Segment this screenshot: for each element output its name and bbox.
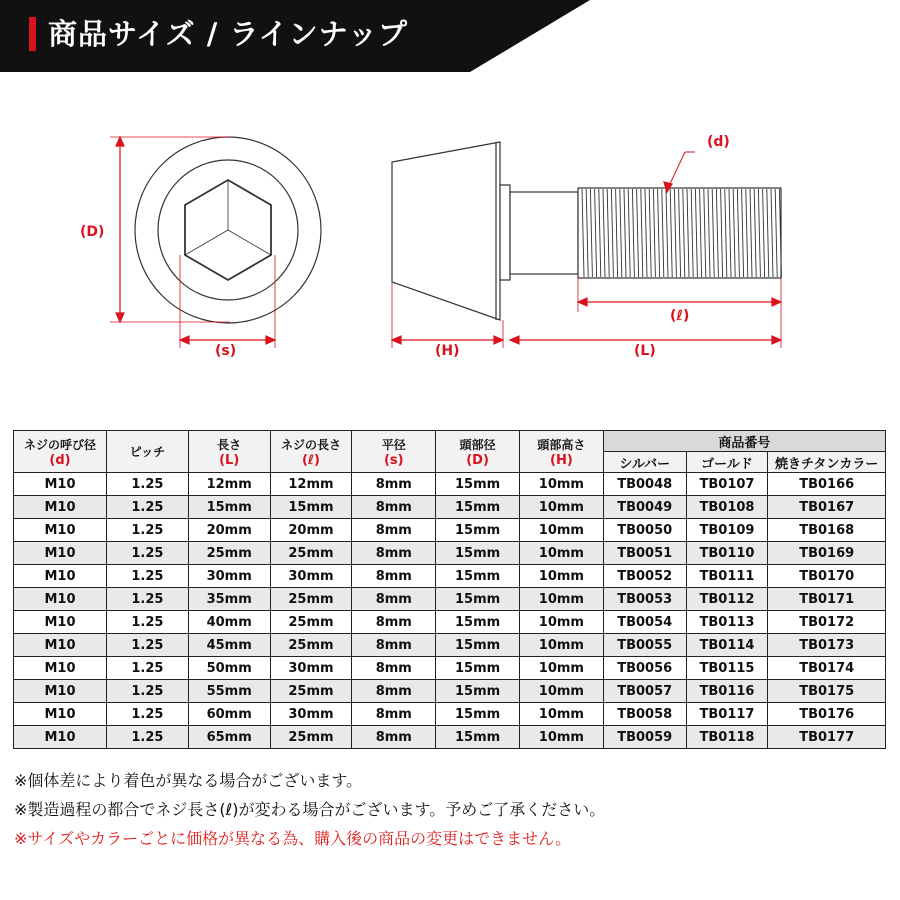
- table-cell: TB0054: [603, 611, 686, 634]
- table-cell: 1.25: [107, 496, 189, 519]
- column-header-thread-length: ネジの長さ (ℓ): [270, 431, 352, 473]
- table-cell: 25mm: [270, 634, 352, 657]
- table-cell: TB0058: [603, 703, 686, 726]
- column-header-product-number: 商品番号: [603, 431, 885, 452]
- table-cell: TB0053: [603, 588, 686, 611]
- table-cell: TB0056: [603, 657, 686, 680]
- table-cell: TB0118: [686, 726, 768, 749]
- table-cell: TB0108: [686, 496, 768, 519]
- table-cell: 1.25: [107, 588, 189, 611]
- table-cell: 1.25: [107, 611, 189, 634]
- table-cell: TB0050: [603, 519, 686, 542]
- dimension-label-l: (ℓ): [670, 308, 690, 324]
- table-cell: 8mm: [352, 611, 436, 634]
- table-cell: 1.25: [107, 519, 189, 542]
- notes: [14, 766, 894, 853]
- table-cell: 15mm: [436, 611, 520, 634]
- table-cell: 25mm: [188, 542, 270, 565]
- spec-table: [13, 430, 886, 749]
- table-cell: 30mm: [270, 565, 352, 588]
- table-cell: 35mm: [188, 588, 270, 611]
- table-cell: M10: [14, 703, 107, 726]
- table-cell: 15mm: [270, 496, 352, 519]
- table-cell: 60mm: [188, 703, 270, 726]
- note-no-exchange: ※サイズやカラーごとに価格が異なる為、購入後の商品の変更はできません。: [14, 829, 572, 848]
- table-row: [14, 588, 886, 611]
- table-cell: TB0052: [603, 565, 686, 588]
- table-cell: TB0112: [686, 588, 768, 611]
- column-header-length: 長さ (L): [188, 431, 270, 473]
- table-cell: TB0167: [768, 496, 886, 519]
- table-cell: 30mm: [270, 657, 352, 680]
- table-cell: 50mm: [188, 657, 270, 680]
- table-cell: 12mm: [188, 473, 270, 496]
- table-cell: 10mm: [519, 726, 603, 749]
- spec-table-body: [14, 473, 886, 749]
- dimension-label-s: (s): [215, 343, 237, 359]
- table-cell: TB0166: [768, 473, 886, 496]
- table-cell: 15mm: [188, 496, 270, 519]
- table-cell: 15mm: [436, 519, 520, 542]
- table-cell: 8mm: [352, 473, 436, 496]
- table-cell: 15mm: [436, 496, 520, 519]
- table-cell: M10: [14, 726, 107, 749]
- table-cell: 15mm: [436, 634, 520, 657]
- table-row: [14, 703, 886, 726]
- table-cell: TB0117: [686, 703, 768, 726]
- table-cell: 8mm: [352, 588, 436, 611]
- table-cell: 30mm: [188, 565, 270, 588]
- table-cell: TB0173: [768, 634, 886, 657]
- table-cell: 20mm: [270, 519, 352, 542]
- table-cell: TB0051: [603, 542, 686, 565]
- table-cell: 30mm: [270, 703, 352, 726]
- table-cell: M10: [14, 519, 107, 542]
- table-cell: 25mm: [270, 588, 352, 611]
- table-cell: M10: [14, 565, 107, 588]
- table-cell: 10mm: [519, 473, 603, 496]
- table-cell: M10: [14, 588, 107, 611]
- table-cell: TB0110: [686, 542, 768, 565]
- conical-head: [392, 142, 500, 320]
- table-row: [14, 726, 886, 749]
- table-cell: 1.25: [107, 657, 189, 680]
- table-cell: TB0168: [768, 519, 886, 542]
- table-cell: 10mm: [519, 657, 603, 680]
- table-cell: TB0115: [686, 657, 768, 680]
- table-cell: 8mm: [352, 496, 436, 519]
- page-title: 商品サイズ / ラインナップ: [48, 17, 409, 51]
- note-color-variance: ※個体差により着色が異なる場合がございます。: [14, 771, 363, 790]
- table-row: [14, 680, 886, 703]
- table-cell: TB0176: [768, 703, 886, 726]
- table-cell: 1.25: [107, 634, 189, 657]
- column-header-thread-diameter: ネジの呼び径 (d): [14, 431, 107, 473]
- table-cell: M10: [14, 657, 107, 680]
- table-cell: M10: [14, 473, 107, 496]
- table-cell: 8mm: [352, 657, 436, 680]
- table-cell: TB0113: [686, 611, 768, 634]
- table-cell: TB0057: [603, 680, 686, 703]
- column-header-burnt-titanium: 焼きチタンカラー: [768, 452, 886, 473]
- table-cell: 1.25: [107, 473, 189, 496]
- table-cell: 25mm: [270, 611, 352, 634]
- table-cell: 10mm: [519, 519, 603, 542]
- table-row: [14, 542, 886, 565]
- table-cell: 1.25: [107, 726, 189, 749]
- table-cell: TB0107: [686, 473, 768, 496]
- table-cell: 55mm: [188, 680, 270, 703]
- column-header-gold: ゴールド: [686, 452, 768, 473]
- dimension-label-L: (L): [634, 343, 656, 359]
- table-cell: 15mm: [436, 657, 520, 680]
- table-row: [14, 519, 886, 542]
- table-cell: 15mm: [436, 588, 520, 611]
- table-cell: 10mm: [519, 680, 603, 703]
- column-header-head-height: 頭部高さ (H): [519, 431, 603, 473]
- unthreaded-shank: [510, 192, 578, 274]
- table-cell: 8mm: [352, 680, 436, 703]
- table-cell: 15mm: [436, 680, 520, 703]
- table-cell: TB0177: [768, 726, 886, 749]
- table-cell: TB0170: [768, 565, 886, 588]
- table-cell: 15mm: [436, 473, 520, 496]
- table-cell: TB0175: [768, 680, 886, 703]
- table-cell: 10mm: [519, 588, 603, 611]
- table-cell: TB0111: [686, 565, 768, 588]
- table-cell: 8mm: [352, 634, 436, 657]
- table-cell: TB0174: [768, 657, 886, 680]
- note-thread-length: ※製造過程の都合でネジ長さ(ℓ)が変わる場合がございます。予めご了承ください。: [14, 800, 606, 819]
- table-cell: 1.25: [107, 565, 189, 588]
- table-cell: 65mm: [188, 726, 270, 749]
- table-cell: 10mm: [519, 703, 603, 726]
- table-cell: TB0048: [603, 473, 686, 496]
- table-cell: TB0114: [686, 634, 768, 657]
- table-cell: M10: [14, 680, 107, 703]
- table-cell: TB0055: [603, 634, 686, 657]
- table-row: [14, 496, 886, 519]
- table-cell: 8mm: [352, 565, 436, 588]
- table-cell: TB0059: [603, 726, 686, 749]
- table-row: [14, 565, 886, 588]
- table-row: [14, 657, 886, 680]
- column-header-head-diameter: 頭部径 (D): [436, 431, 520, 473]
- table-cell: M10: [14, 611, 107, 634]
- table-row: [14, 473, 886, 496]
- table-cell: 12mm: [270, 473, 352, 496]
- table-cell: 15mm: [436, 726, 520, 749]
- table-cell: 45mm: [188, 634, 270, 657]
- dimension-label-H: (H): [435, 343, 460, 359]
- table-cell: M10: [14, 496, 107, 519]
- table-cell: 8mm: [352, 519, 436, 542]
- table-cell: TB0109: [686, 519, 768, 542]
- dimension-label-d: (d): [707, 134, 730, 150]
- table-row: [14, 611, 886, 634]
- bolt-dimension-diagram: [0, 0, 900, 420]
- table-cell: 8mm: [352, 726, 436, 749]
- column-header-width: 平径 (s): [352, 431, 436, 473]
- table-cell: 15mm: [436, 565, 520, 588]
- table-cell: 25mm: [270, 542, 352, 565]
- table-cell: 1.25: [107, 703, 189, 726]
- table-cell: 15mm: [436, 703, 520, 726]
- table-cell: 25mm: [270, 680, 352, 703]
- column-header-silver: シルバー: [603, 452, 686, 473]
- table-cell: 10mm: [519, 542, 603, 565]
- table-cell: M10: [14, 542, 107, 565]
- table-cell: TB0049: [603, 496, 686, 519]
- table-cell: TB0169: [768, 542, 886, 565]
- table-cell: TB0172: [768, 611, 886, 634]
- table-cell: 1.25: [107, 542, 189, 565]
- table-cell: 10mm: [519, 611, 603, 634]
- table-cell: 1.25: [107, 680, 189, 703]
- table-cell: 10mm: [519, 496, 603, 519]
- table-cell: TB0116: [686, 680, 768, 703]
- table-row: [14, 634, 886, 657]
- table-cell: TB0171: [768, 588, 886, 611]
- table-cell: 25mm: [270, 726, 352, 749]
- table-cell: 8mm: [352, 703, 436, 726]
- column-header-pitch: ピッチ: [107, 431, 189, 473]
- table-cell: 20mm: [188, 519, 270, 542]
- dimension-label-D: (D): [80, 224, 105, 240]
- table-cell: 8mm: [352, 542, 436, 565]
- table-cell: 40mm: [188, 611, 270, 634]
- table-cell: M10: [14, 634, 107, 657]
- table-cell: 10mm: [519, 565, 603, 588]
- table-cell: 15mm: [436, 542, 520, 565]
- table-cell: 10mm: [519, 634, 603, 657]
